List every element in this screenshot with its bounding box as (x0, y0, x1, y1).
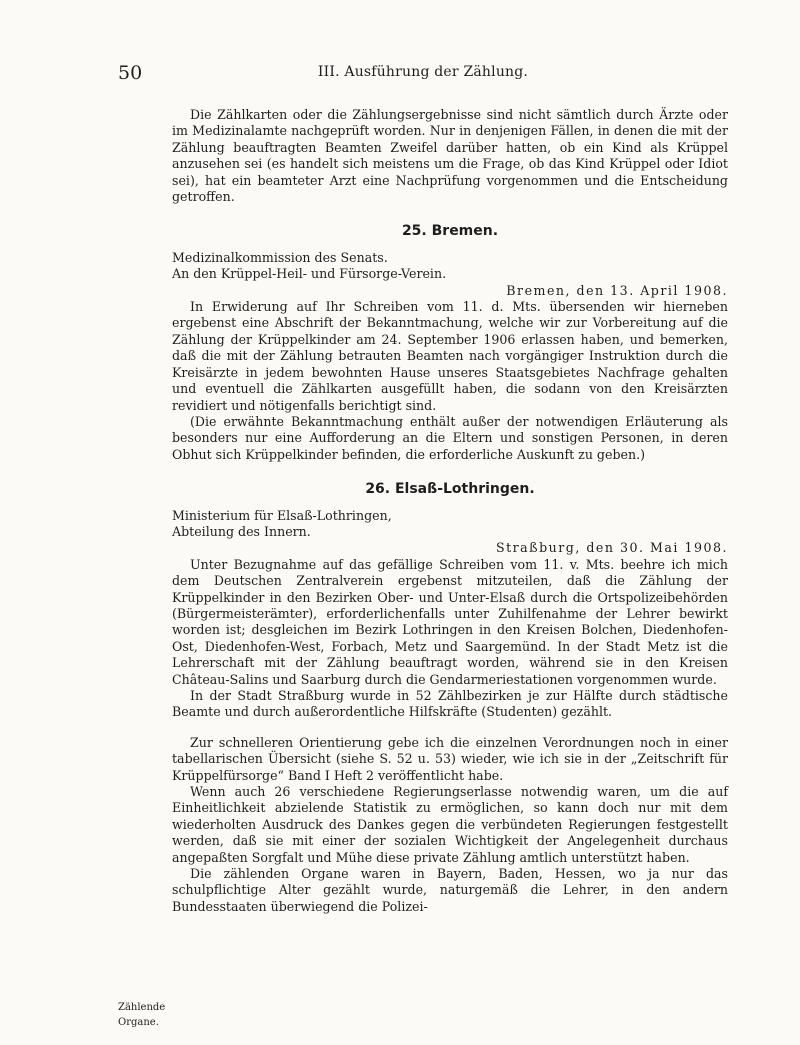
paragraph: In Erwiderung auf Ihr Schreiben vom 11. d. Mts. übersenden wir hierneben ergebenst eine Abschrift der Bekanntmachung, welche wir zur Vorbereitung auf die Zählung der Krüppelkinder am 24. September 1906 erlassen haben, und bemerken, daß die mit der Zählung betrauten Beamten nach vorgängiger Instruktion durch die Kreisärzte in jedem bewohnten Hause unseres Staatsgebietes Nachfrage gehalten und eventuell die Zählkarten ausgefüllt haben, die sodann von den Kreisärzten revidiert und nötigenfalls berichtigt sind. (172, 299, 728, 413)
body-text (172, 107, 728, 915)
section-title-bremen: 25. Bremen. (401, 223, 499, 240)
sender-line: Abteilung des Innern. (172, 523, 311, 539)
spacer (172, 721, 728, 735)
page-number: 50 (118, 62, 143, 84)
paragraph: Zur schnelleren Orientierung gebe ich die einzelnen Verordnungen noch in einer tabellarischen Übersicht (siehe S. 52 u. 53) wieder, wie ich sie in der „Zeitschrift für Krüppelfürsorge“ Band I Heft 2 veröffentlicht habe. (172, 734, 728, 783)
sender-line: Medizinalkommission des Senats. (172, 249, 388, 265)
margin-note: Zählende Organe. (118, 1002, 166, 1028)
sender-line: Ministerium für Elsaß-Lothringen, (172, 507, 392, 523)
paragraph: Wenn auch 26 verschiedene Regierungserlasse notwendig waren, um die auf Einheitlichkeit abzielende Statistik zu ermöglichen, so kann doch nur mit dem wiederholten Ausdruck des Dankes gegen die verbündeten Regierungen festgestellt werden, daß sie mit einer der sozialen Wichtigkeit der Angelegenheit durchaus angepaßten Sorgfalt und Mühe diese private Zählung amtlich unterstützt haben. (172, 784, 728, 865)
paragraph: Die Zählkarten oder die Zählungsergebnisse sind nicht sämtlich durch Ärzte oder im Medizinalamte nachgeprüft worden. Nur in denjenigen Fällen, in denen die mit der Zählung beauftragten Beamten Zweifel darüber hatten, ob ein Kind als Krüppel anzusehen sei (es handelt sich meistens um die Frage, ob das Kind Krüppel oder Idiot sei), hat ein beamteter Arzt eine Nachprüfung vorgenommen und die Entscheidung getroffen. (172, 107, 728, 205)
section-title-elsass-lothringen: 26. Elsaß-Lothringen. (365, 481, 535, 498)
date-line: Straßburg, den 30. Mai 1908. (495, 540, 728, 556)
date-line: Bremen, den 13. April 1908. (506, 282, 728, 298)
running-head: III. Ausführung der Zählung. (317, 64, 529, 80)
paragraph: (Die erwähnte Bekanntmachung enthält außer der notwendigen Erläuterung als besonders nur eine Aufforderung an die Eltern und sonstigen Personen, in deren Obhut sich Krüppelkinder befinden, die erforderliche Auskunft zu geben.) (172, 413, 728, 462)
paragraph: In der Stadt Straßburg wurde in 52 Zählbezirken je zur Hälfte durch städtische Beamte und durch außerordentliche Hilfskräfte (Studenten) gezählt. (172, 688, 728, 720)
page-header (118, 62, 728, 86)
paragraph: Unter Bezugnahme auf das gefällige Schreiben vom 11. v. Mts. beehre ich mich dem Deutschen Zentralverein ergebenst mitzuteilen, daß die Zählung der Krüppelkinder in den Bezirken Ober- und Unter-Elsaß durch die Ortspolizeibehörden (Bürgermeisterämter), erforderlichenfalls unter Zuhilfenahme der Lehrer bewirkt worden ist; desgleichen im Bezirk Lothringen in den Kreisen Bolchen, Diedenhofen-Ost, Diedenhofen-West, Forbach, Metz und Saargemünd. In der Stadt Metz ist die Lehrerschaft mit der Zählung beauftragt worden, während sie in den Kreisen Château-Salins und Saarburg durch die Gendarmeriestationen vorgenommen wurde. (172, 556, 728, 687)
recipient-line: An den Krüppel-Heil- und Fürsorge-Verein. (172, 266, 447, 282)
paragraph: Die zählenden Organe waren in Bayern, Baden, Hessen, wo ja nur das schulpflichtige Alter gezählt wurde, naturgemäß die Lehrer, in den andern Bundesstaaten überwiegend die Polizei- (172, 866, 728, 914)
